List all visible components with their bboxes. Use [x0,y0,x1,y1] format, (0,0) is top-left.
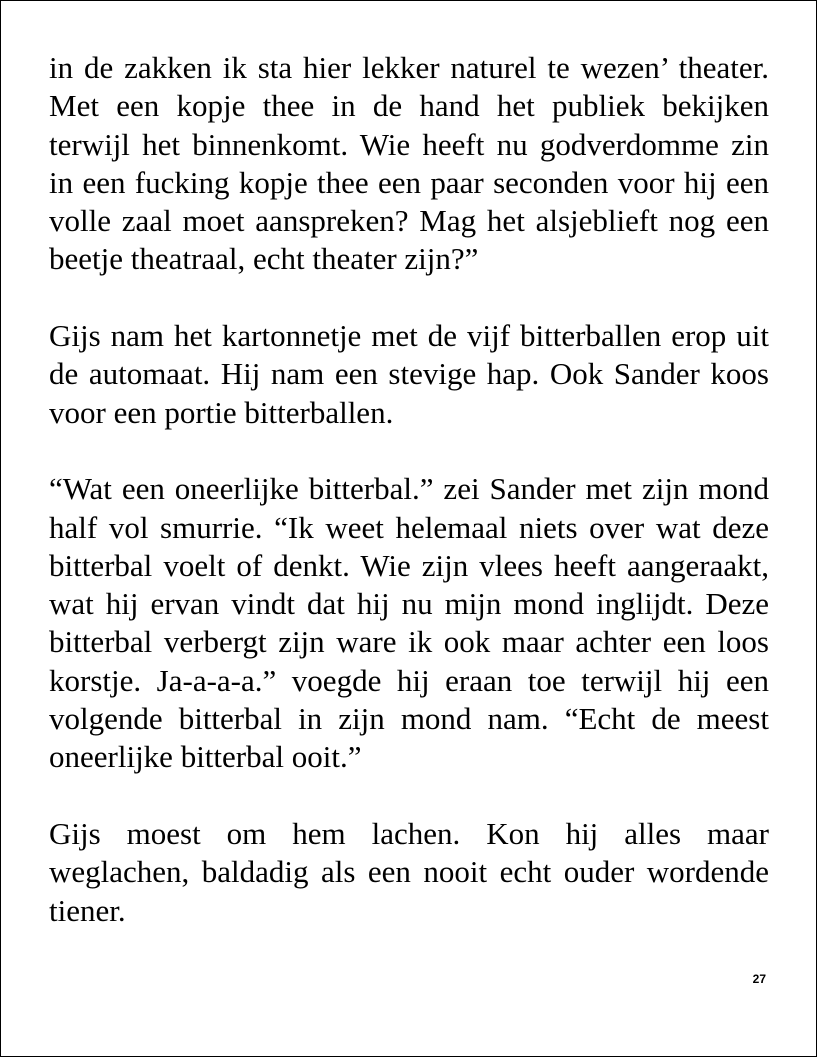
paragraph-3: “Wat een oneerlijke bitterbal.” zei Sander met zijn mond half vol smurrie. “Ik weet helemaal niets over wat deze bitterbal voelt of denkt. Wie zijn vlees heeft aangeraakt, wat hij ervan vindt dat hij nu mijn mond inglijdt. Deze bitterbal verbergt zijn ware ik ook maar achter een loos korstje. Ja-a-a-a.” voegde hij eraan toe terwijl hij een volgende bitterbal in zijn mond nam. “Echt de meest oneerlijke bitterbal ooit.” [49,471,769,775]
paragraph-1: in de zakken ik sta hier lekker naturel te wezen’ theater. Met een kopje thee in de hand het publiek bekijken terwijl het binnenkomt. Wie heeft nu godverdomme zin in een fucking kopje thee een paar seconden voor hij een volle zaal moet aanspreken? Mag het alsjeblieft nog een beetje theatraal, echt theater zijn?” [49,50,769,277]
page-number: 27 [752,972,766,986]
paragraph-4: Gijs moest om hem lachen. Kon hij alles maar weglachen, baldadig als een nooit echt ouder wordende tiener. [49,815,769,928]
body-text [49,49,769,930]
paragraph-2: Gijs nam het kartonnetje met de vijf bitterballen erop uit de automaat. Hij nam een stevige hap. Ook Sander koos voor een portie bitterballen. [49,318,769,430]
